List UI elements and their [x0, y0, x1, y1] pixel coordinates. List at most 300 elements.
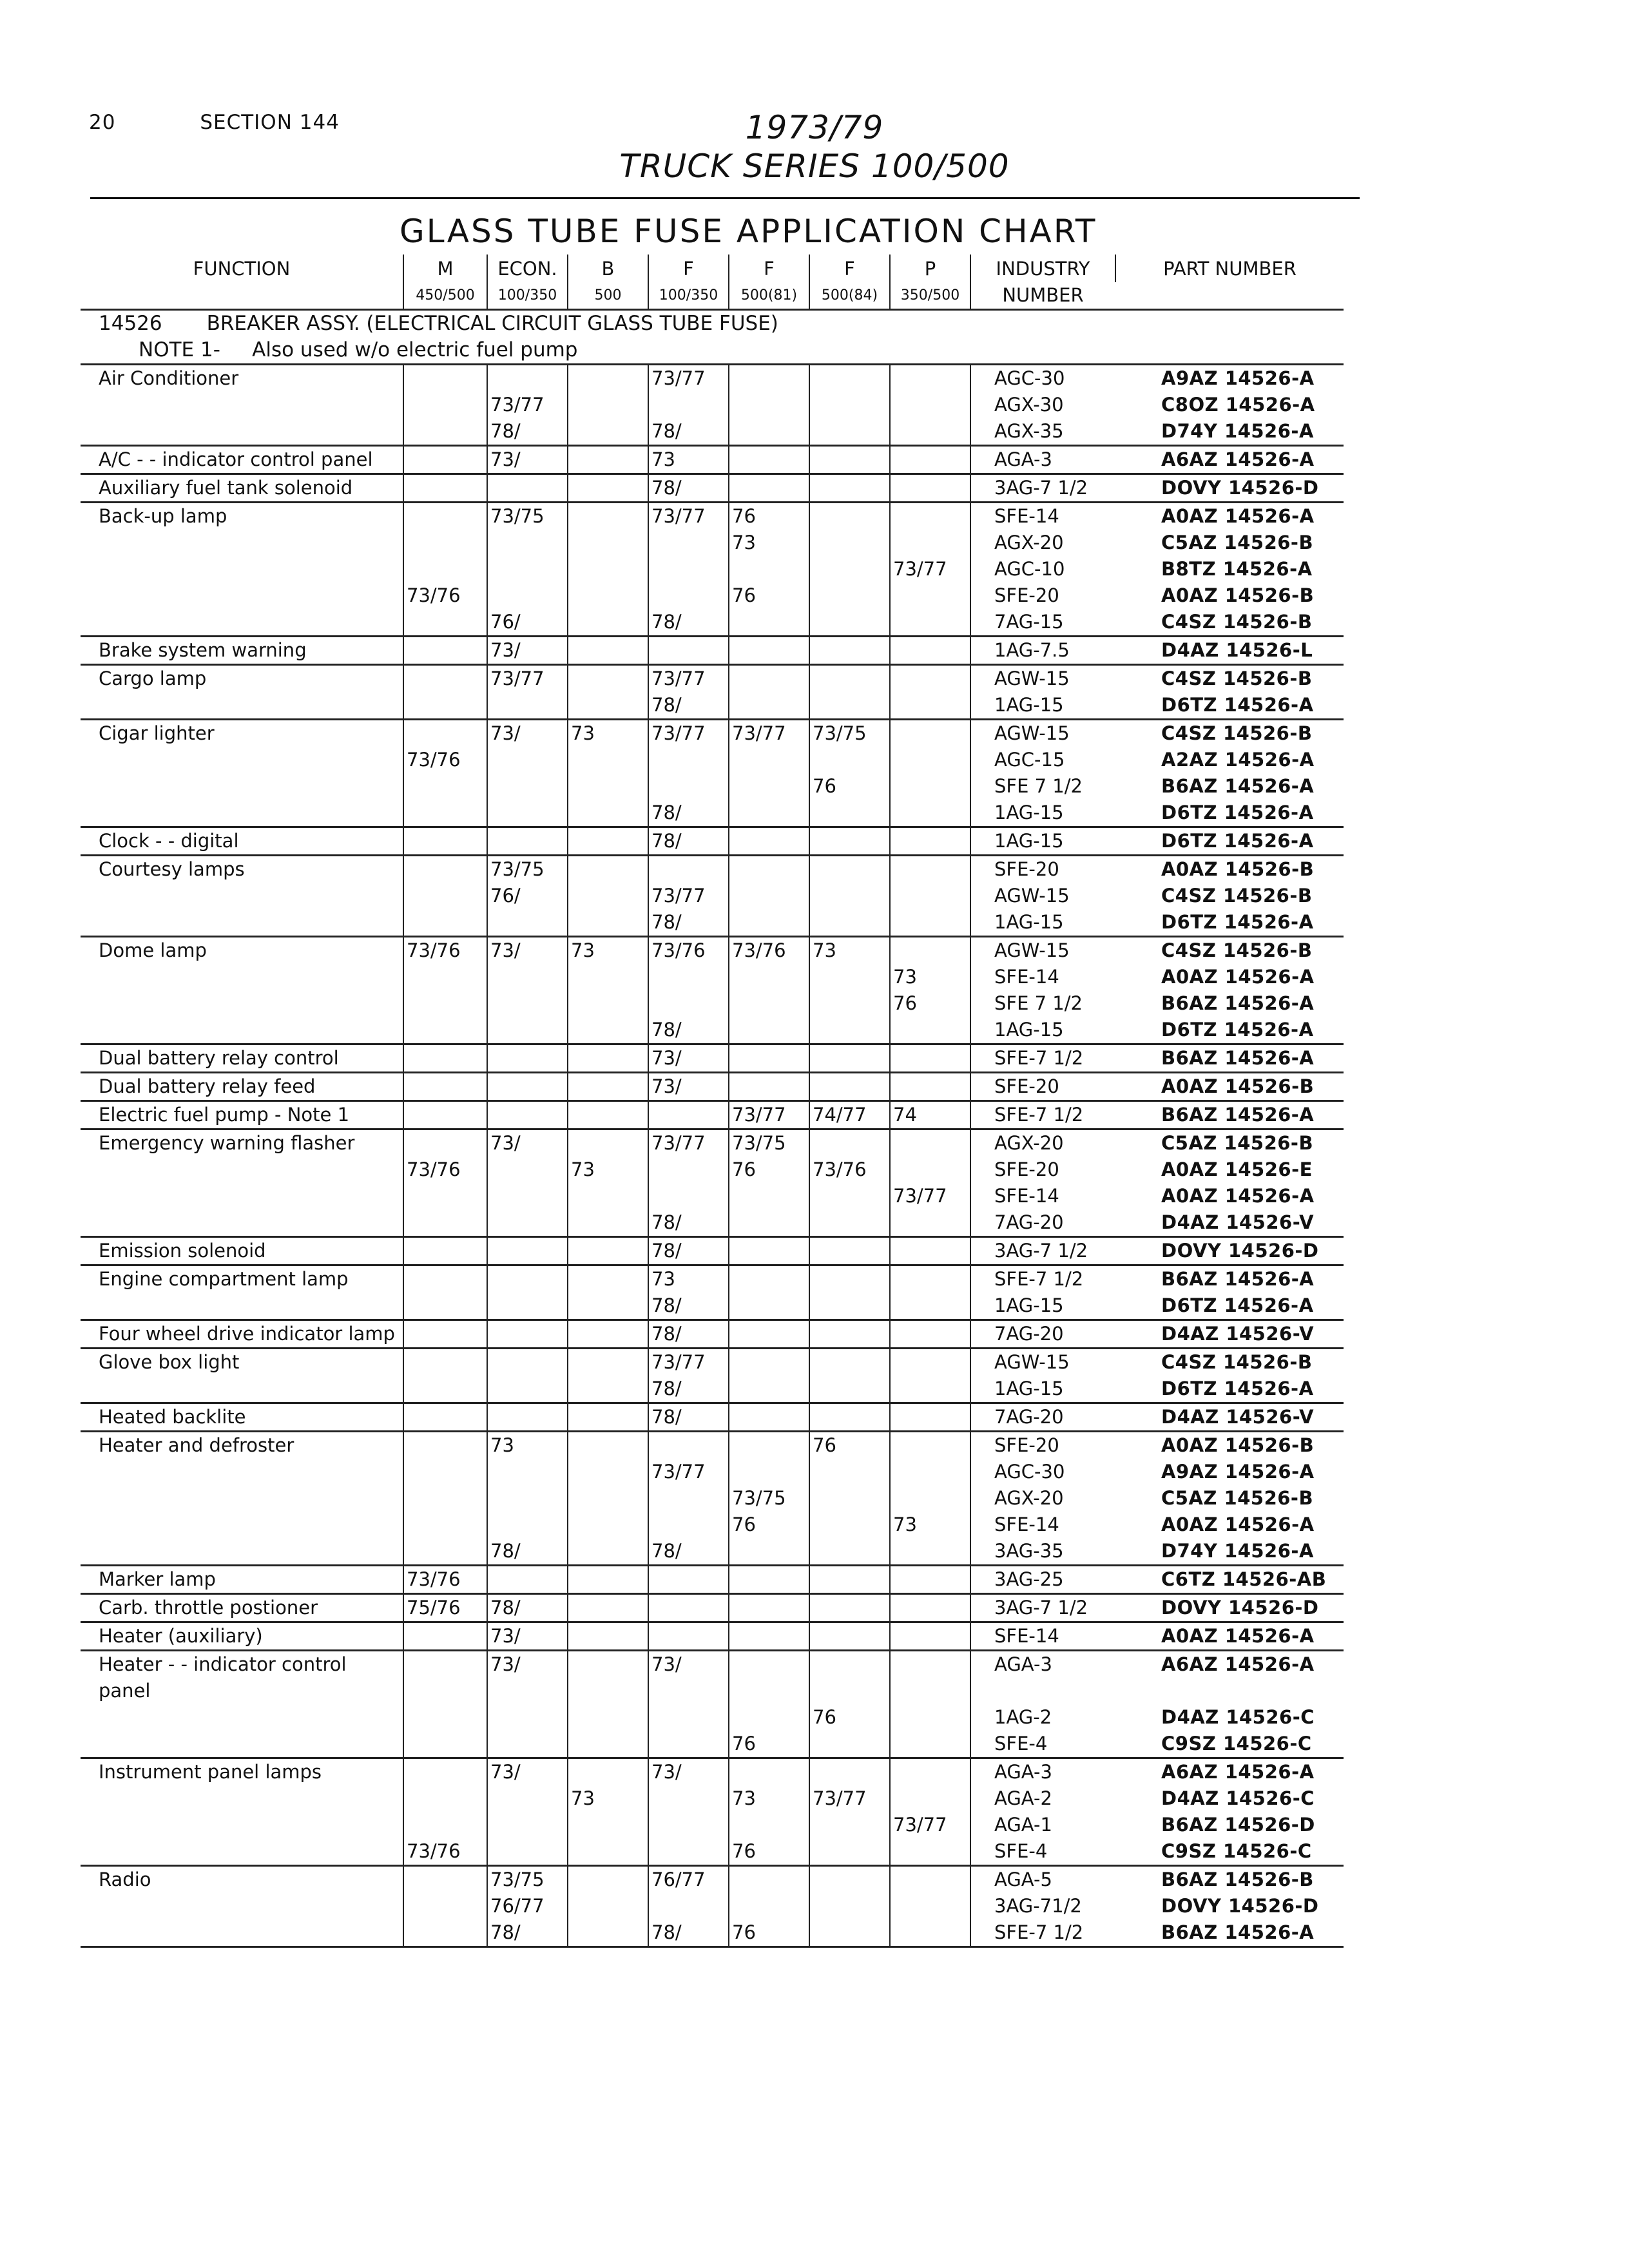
row-model-year [403, 1867, 487, 1893]
row-model-year [567, 1349, 648, 1376]
row-function: Back-up lamp [99, 505, 227, 527]
row-model-year: 78/ [648, 1404, 728, 1432]
row-model-year: 73 [567, 720, 648, 747]
row-model-year [648, 582, 728, 609]
row-model-year [728, 1321, 809, 1349]
row-model-year [403, 609, 487, 637]
row-model-year: 76 [809, 1704, 889, 1731]
row-model-year: 78/ [648, 1238, 728, 1266]
row-model-year [648, 1704, 728, 1731]
row-model-year [889, 1432, 970, 1459]
row-model-year [889, 447, 970, 475]
row-function [81, 392, 403, 418]
header-rule [90, 197, 1360, 199]
row-model-year [567, 856, 648, 883]
row-part-number: DOVY 14526-D [1115, 1595, 1344, 1623]
row-industry-number: SFE-14 [970, 1512, 1115, 1538]
row-model-year: 78/ [648, 1321, 728, 1349]
row-industry-number: 7AG-15 [970, 609, 1115, 637]
row-model-year [648, 1893, 728, 1919]
row-model-year [567, 392, 648, 418]
row-model-year [728, 856, 809, 883]
row-model-year [889, 773, 970, 800]
row-model-year [403, 1183, 487, 1209]
row-model-year [403, 1538, 487, 1566]
row-model-year [487, 1785, 567, 1812]
row-industry-number: 1AG-15 [970, 1293, 1115, 1321]
row-model-year [648, 990, 728, 1017]
row-part-number: DOVY 14526-D [1115, 475, 1344, 503]
row-part-number: D74Y 14526-A [1115, 418, 1344, 447]
row-function: A/C - - indicator control panel [81, 447, 403, 475]
row-model-year [567, 1704, 648, 1731]
row-model-year [403, 503, 487, 530]
row-part-number: C8OZ 14526-A [1161, 394, 1315, 416]
row-model-year [728, 909, 809, 937]
row-model-year [403, 1045, 487, 1073]
row-model-year [403, 1812, 487, 1838]
row-model-year [403, 1349, 487, 1376]
row-industry-number: 1AG-15 [970, 828, 1115, 856]
row-model-year: 73/77 [487, 392, 567, 418]
row-model-year: 76/ [487, 883, 567, 909]
row-model-year: 74 [889, 1102, 970, 1130]
row-model-year [567, 475, 648, 503]
row-function [81, 773, 403, 800]
row-model-year: 73/ [487, 1651, 567, 1678]
title-years: 1973/79 [745, 109, 884, 146]
row-model-year [728, 1238, 809, 1266]
row-model-year: 73/77 [728, 720, 809, 747]
row-part-number: A0AZ 14526-B [1115, 1073, 1344, 1102]
row-model-year [648, 392, 728, 418]
row-part-number: D4AZ 14526-C [1161, 1787, 1315, 1809]
row-model-year: 76 [728, 503, 809, 530]
row-model-year [487, 530, 567, 556]
row-model-year [567, 1432, 648, 1459]
row-model-year [567, 692, 648, 720]
row-model-year [403, 800, 487, 828]
row-model-year [567, 1130, 648, 1157]
row-function [81, 1376, 403, 1404]
row-model-year [487, 1376, 567, 1404]
row-model-year [809, 1349, 889, 1376]
row-model-year [487, 909, 567, 937]
row-model-year [889, 800, 970, 828]
row-model-year [728, 1595, 809, 1623]
row-model-year [809, 365, 889, 392]
row-industry-number: 1AG-15 [970, 800, 1115, 828]
row-model-year: 78/ [648, 1209, 728, 1238]
row-model-year [889, 418, 970, 447]
row-model-year [889, 1623, 970, 1651]
row-model-year [889, 609, 970, 637]
row-model-year [809, 418, 889, 447]
row-model-year [648, 556, 728, 582]
row-model-year [809, 1376, 889, 1404]
row-model-year: 78/ [648, 1376, 728, 1404]
row-model-year [487, 1102, 567, 1130]
row-part-number: C4SZ 14526-B [1161, 1351, 1313, 1373]
row-model-year [728, 1678, 809, 1704]
row-model-year [403, 883, 487, 909]
row-function: Clock - - digital [81, 828, 403, 856]
row-industry-number: SFE-4 [970, 1731, 1115, 1759]
row-model-year [403, 1731, 487, 1759]
col-model-f1: F [648, 255, 728, 282]
row-model-year [889, 1538, 970, 1566]
col-model-f2: F [728, 255, 809, 282]
row-model-year [809, 1812, 889, 1838]
row-industry-number: 3AG-25 [970, 1566, 1115, 1595]
row-model-year [728, 1183, 809, 1209]
row-model-year [809, 1838, 889, 1867]
row-model-year: 73/77 [809, 1785, 889, 1812]
row-model-year [809, 1538, 889, 1566]
row-model-year [567, 609, 648, 637]
row-model-year [889, 1157, 970, 1183]
row-model-year [487, 1459, 567, 1485]
row-model-year: 76 [728, 1731, 809, 1759]
row-model-year [567, 1838, 648, 1867]
row-function [81, 1785, 403, 1812]
row-model-year [567, 1867, 648, 1893]
row-model-year [487, 1512, 567, 1538]
row-industry-number: AGA-5 [970, 1867, 1115, 1893]
row-model-year: 73/77 [728, 1102, 809, 1130]
row-model-year: 73/ [648, 1045, 728, 1073]
row-model-year [487, 556, 567, 582]
fuse-table [81, 255, 1344, 1948]
row-function [81, 1157, 403, 1183]
row-model-year [809, 530, 889, 556]
row-model-year: 78/ [487, 1919, 567, 1948]
row-model-year [728, 1404, 809, 1432]
row-model-year [889, 503, 970, 530]
row-model-year [403, 1266, 487, 1293]
row-model-year [487, 1045, 567, 1073]
row-model-year [889, 1651, 970, 1678]
row-model-year: 73 [889, 1512, 970, 1538]
row-model-year [809, 637, 889, 666]
row-model-year [648, 1812, 728, 1838]
row-model-year [648, 1485, 728, 1512]
section-label: SECTION 144 [200, 111, 340, 134]
row-model-year [728, 1073, 809, 1102]
row-industry-number: AGC-30 [970, 365, 1115, 392]
row-model-year [809, 1459, 889, 1485]
row-model-year: 73/76 [648, 937, 728, 964]
row-part-number: A6AZ 14526-A [1161, 1653, 1315, 1675]
row-function: Carb. throttle postioner [81, 1595, 403, 1623]
row-part-number: A0AZ 14526-E [1161, 1158, 1313, 1180]
row-model-year [487, 1238, 567, 1266]
chart-title: GLASS TUBE FUSE APPLICATION CHART [400, 213, 1097, 250]
row-model-year: 73/77 [889, 1812, 970, 1838]
row-industry-number: SFE-14 [970, 1623, 1115, 1651]
row-model-year [889, 1566, 970, 1595]
row-model-year [567, 1404, 648, 1432]
row-model-year: 73/ [487, 937, 567, 964]
row-function [81, 1293, 403, 1321]
row-part-number: D6TZ 14526-A [1115, 828, 1344, 856]
row-model-year [567, 1238, 648, 1266]
row-model-year [487, 1321, 567, 1349]
row-model-year [567, 530, 648, 556]
row-model-year [403, 637, 487, 666]
row-part-number: B6AZ 14526-A [1115, 1045, 1344, 1073]
row-model-year: 73/ [487, 720, 567, 747]
row-industry-number: 3AG-7 1/2 [970, 1238, 1115, 1266]
row-model-year: 76 [809, 1432, 889, 1459]
row-model-year [809, 1017, 889, 1045]
row-model-year [403, 1209, 487, 1238]
row-model-year [889, 1867, 970, 1893]
row-model-year [567, 1512, 648, 1538]
row-model-year: 73 [567, 1157, 648, 1183]
row-model-year [809, 1266, 889, 1293]
row-model-year [728, 1266, 809, 1293]
row-model-year [487, 1349, 567, 1376]
row-model-year [728, 1566, 809, 1595]
row-model-year [809, 392, 889, 418]
row-industry-number: AGW-15 [970, 720, 1115, 747]
row-function: Heater - - indicator control [99, 1653, 347, 1675]
row-function [81, 1704, 403, 1731]
row-model-year [889, 1266, 970, 1293]
row-function: Four wheel drive indicator lamp [81, 1321, 403, 1349]
row-part-number: A2AZ 14526-A [1161, 749, 1315, 771]
row-part-number: B6AZ 14526-A [1115, 1102, 1344, 1130]
row-model-year [809, 582, 889, 609]
col-model-p: P [889, 255, 970, 282]
row-industry-number: AGX-20 [970, 530, 1115, 556]
row-model-year [487, 773, 567, 800]
row-model-year [648, 637, 728, 666]
row-industry-number: AGX-35 [970, 418, 1115, 447]
row-model-year [487, 1838, 567, 1867]
row-industry-number: AGW-15 [970, 883, 1115, 909]
row-model-year [728, 1759, 809, 1785]
row-model-year [403, 1678, 487, 1704]
row-model-year: 76 [728, 582, 809, 609]
col-sub-f2: 500(81) [728, 282, 809, 311]
row-model-year [889, 1704, 970, 1731]
row-model-year: 78/ [648, 1919, 728, 1948]
row-model-year [567, 1293, 648, 1321]
row-industry-number: AGC-30 [970, 1459, 1115, 1485]
row-industry-number: AGW-15 [970, 666, 1115, 692]
row-part-number: D4AZ 14526-V [1115, 1404, 1344, 1432]
row-industry-number: AGX-20 [970, 1130, 1115, 1157]
row-part-number: D4AZ 14526-C [1161, 1706, 1315, 1728]
row-model-year [403, 1623, 487, 1651]
row-model-year [809, 447, 889, 475]
row-function [81, 1183, 403, 1209]
row-industry-number: AGA-3 [970, 1651, 1115, 1678]
row-model-year [809, 475, 889, 503]
row-model-year [487, 692, 567, 720]
row-model-year [809, 747, 889, 773]
row-industry-number: SFE-20 [970, 856, 1115, 883]
row-part-number: A0AZ 14526-A [1161, 966, 1315, 988]
row-function [81, 692, 403, 720]
row-function: Cargo lamp [99, 668, 207, 689]
row-model-year [487, 1566, 567, 1595]
row-industry-number: 7AG-20 [970, 1209, 1115, 1238]
row-model-year: 73/75 [809, 720, 889, 747]
row-model-year: 78/ [487, 418, 567, 447]
row-model-year [809, 1293, 889, 1321]
row-model-year [889, 637, 970, 666]
row-model-year [403, 1759, 487, 1785]
row-model-year [889, 720, 970, 747]
row-model-year [809, 1867, 889, 1893]
row-model-year: 73/77 [648, 365, 728, 392]
row-model-year [487, 365, 567, 392]
row-function [81, 1838, 403, 1867]
row-function [81, 1459, 403, 1485]
row-model-year [567, 1183, 648, 1209]
row-model-year [809, 1731, 889, 1759]
row-industry-number: SFE-20 [970, 1432, 1115, 1459]
row-model-year [403, 392, 487, 418]
row-model-year [889, 692, 970, 720]
row-model-year: 73/ [487, 637, 567, 666]
row-model-year [809, 1759, 889, 1785]
row-function: Marker lamp [81, 1566, 403, 1595]
row-model-year [403, 1785, 487, 1812]
row-model-year: 73/77 [889, 1183, 970, 1209]
row-model-year: 73 [728, 530, 809, 556]
row-model-year: 73/ [487, 447, 567, 475]
row-function [81, 883, 403, 909]
row-part-number: B6AZ 14526-A [1161, 992, 1315, 1014]
row-model-year [567, 1376, 648, 1404]
row-model-year: 73 [648, 1266, 728, 1293]
row-industry-number: SFE 7 1/2 [970, 990, 1115, 1017]
row-function: Auxiliary fuel tank solenoid [81, 475, 403, 503]
row-model-year [403, 856, 487, 883]
row-model-year [567, 1459, 648, 1485]
row-model-year [567, 964, 648, 990]
row-model-year [889, 1459, 970, 1485]
row-model-year [889, 1893, 970, 1919]
row-model-year [403, 828, 487, 856]
row-function [81, 1812, 403, 1838]
row-model-year [567, 990, 648, 1017]
col-sub-m: 450/500 [403, 282, 487, 311]
row-model-year [567, 1485, 648, 1512]
row-model-year [728, 1867, 809, 1893]
row-model-year [403, 1238, 487, 1266]
row-model-year [567, 1651, 648, 1678]
row-part-number: B6AZ 14526-A [1115, 1919, 1344, 1948]
row-model-year [889, 365, 970, 392]
row-function [81, 1017, 403, 1045]
row-model-year [403, 1321, 487, 1349]
row-model-year: 74/77 [809, 1102, 889, 1130]
row-industry-number: AGA-1 [970, 1812, 1115, 1838]
row-model-year: 73 [648, 447, 728, 475]
row-model-year [728, 1045, 809, 1073]
row-model-year [728, 883, 809, 909]
row-model-year [728, 1376, 809, 1404]
col-sub-b: 500 [567, 282, 648, 311]
row-model-year [889, 475, 970, 503]
row-function [81, 747, 403, 773]
row-model-year [648, 856, 728, 883]
row-model-year [809, 1209, 889, 1238]
row-industry-number: 1AG-15 [970, 1376, 1115, 1404]
row-part-number: D4AZ 14526-V [1115, 1209, 1344, 1238]
row-model-year [728, 418, 809, 447]
row-model-year [648, 1183, 728, 1209]
row-model-year [648, 773, 728, 800]
row-model-year [567, 747, 648, 773]
row-part-number: D4AZ 14526-V [1115, 1321, 1344, 1349]
fuel-pump-note: NOTE 1- Also used w/o electric fuel pump [81, 337, 1344, 365]
row-model-year [403, 909, 487, 937]
row-function [81, 909, 403, 937]
row-part-number: C5AZ 14526-B [1161, 1132, 1314, 1154]
row-function: Emergency warning flasher [99, 1132, 355, 1154]
row-model-year [567, 1595, 648, 1623]
row-model-year [889, 1759, 970, 1785]
row-model-year [728, 1623, 809, 1651]
row-model-year [567, 1017, 648, 1045]
row-model-year: 73/76 [403, 582, 487, 609]
row-model-year [728, 1538, 809, 1566]
row-model-year [567, 447, 648, 475]
row-model-year [889, 1785, 970, 1812]
row-industry-number: AGX-30 [970, 392, 1115, 418]
row-model-year [403, 1376, 487, 1404]
row-model-year [889, 666, 970, 692]
title-series: TRUCK SERIES 100/500 [619, 148, 1010, 185]
row-function: Glove box light [99, 1351, 240, 1373]
row-model-year [648, 1678, 728, 1704]
row-model-year: 73/75 [487, 1867, 567, 1893]
row-function [81, 1893, 403, 1919]
row-part-number: C6TZ 14526-AB [1115, 1566, 1344, 1595]
row-model-year [403, 530, 487, 556]
row-function [81, 609, 403, 637]
row-function [81, 556, 403, 582]
row-model-year [889, 1376, 970, 1404]
row-model-year [403, 475, 487, 503]
row-model-year [648, 1432, 728, 1459]
row-industry-number: AGC-15 [970, 747, 1115, 773]
row-model-year: 73/ [487, 1130, 567, 1157]
row-model-year: 73/ [487, 1623, 567, 1651]
row-model-year: 73/ [648, 1759, 728, 1785]
row-model-year: 75/76 [403, 1595, 487, 1623]
row-part-number: C9SZ 14526-C [1115, 1838, 1344, 1867]
row-model-year [487, 582, 567, 609]
row-function: Dual battery relay control [81, 1045, 403, 1073]
row-model-year [648, 1157, 728, 1183]
row-part-number: A0AZ 14526-A [1115, 1623, 1344, 1651]
row-model-year [809, 1073, 889, 1102]
row-model-year [403, 1893, 487, 1919]
row-model-year [728, 1293, 809, 1321]
row-model-year [567, 418, 648, 447]
row-model-year [809, 800, 889, 828]
row-industry-number: 1AG-7.5 [970, 637, 1115, 666]
row-model-year [487, 1293, 567, 1321]
row-model-year [567, 1073, 648, 1102]
